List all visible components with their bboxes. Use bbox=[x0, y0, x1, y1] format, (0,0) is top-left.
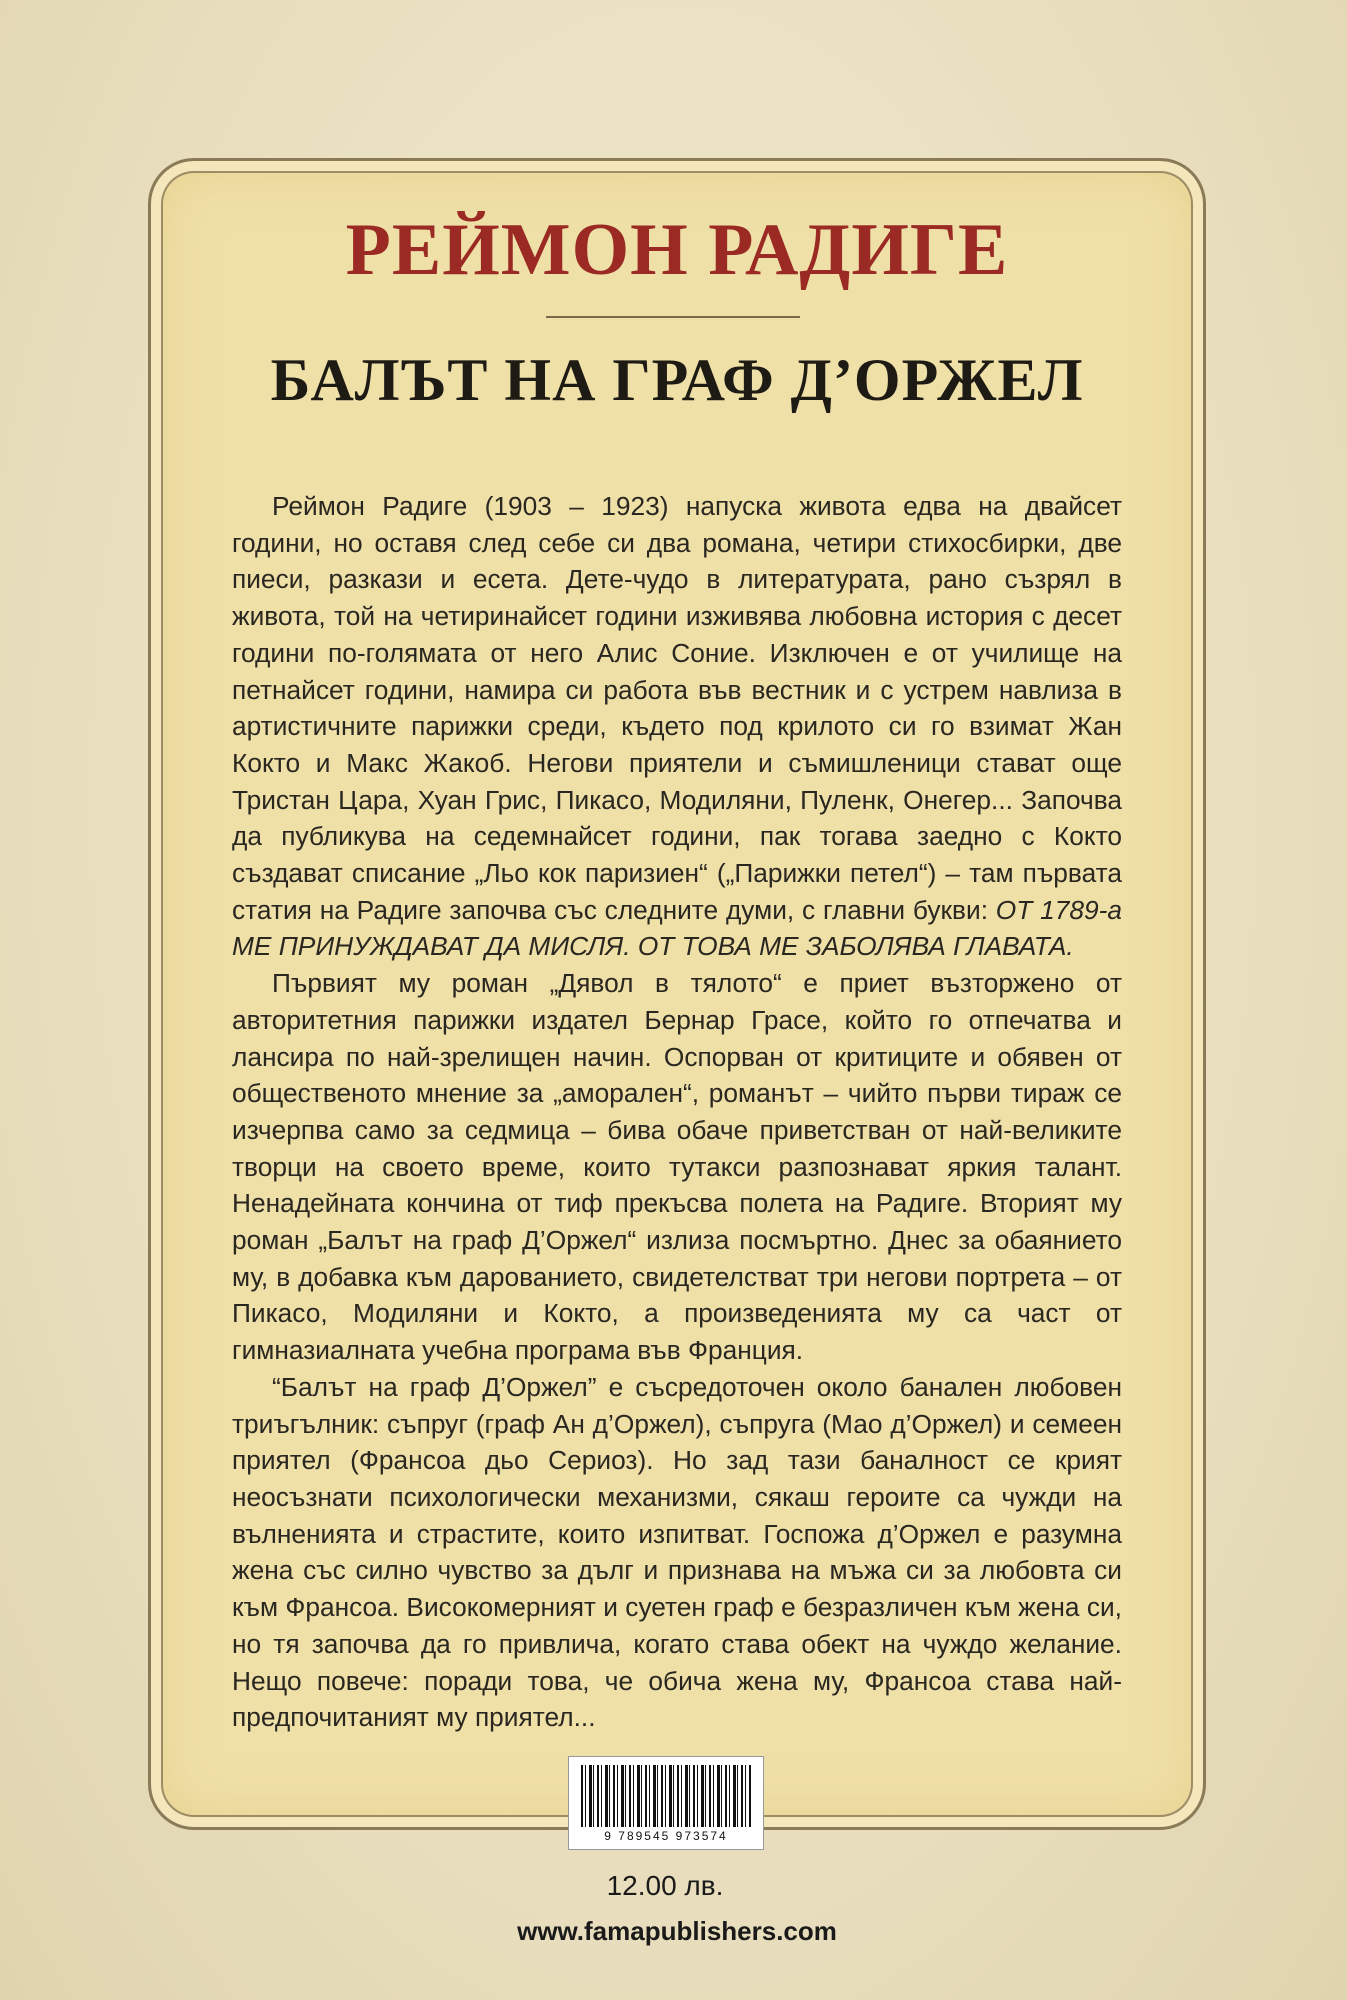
blurb bbox=[232, 488, 1122, 1736]
blurb-paragraph-1-text: Реймон Радиге (1903 – 1923) напуска живота едва на двайсет години, но оставя след себе си два романа, четири стихосбирки, две пиеси, разкази и есета. Дете-чудо в литературата, рано съзрял в живота, той на четиринайсет години изживява любовна история с десет години по-голямата от него Алис Соние. Изключен е от училище на петнайсет години, намира си работа във вестник и с устрем навлиза в артистичните парижки среди, където под крилото си го взимат Жан Кокто и Макс Жакоб. Негови приятели и съмишленици стават още Тристан Цара, Хуан Грис, Пикасо, Модиляни, Пуленк, Онегер... Започва да публикува на седемнайсет години, пак тогава заедно с Кокто създават списание „Льо кок паризиен“ („Парижки петел“) – там първата статия на Радиге започва със следните думи, с главни букви: bbox=[232, 491, 1122, 925]
blurb-paragraph-3: “Балът на граф Д’Оржел” е съсредоточен около банален любовен триъгълник: съпруг (граф Ан д’Оржел), съпруга (Мао д’Оржел) и семеен приятел (Франсоа дьо Сериоз). Но зад тази баналност се крият неосъзнати психологически механизми, сякаш героите са чужди на вълненията и страстите, които изпитват. Госпожа д’Оржел е разумна жена със силно чувство за дълг и признава на мъжа си за любовта си към Франсоа. Високомерният и суетен граф е безразличен към жена си, но тя започва да го привлича, когато става обект на чуждо желание. Нещо повече: поради това, че обича жена му, Франсоа става най-предпочитаният му приятел... bbox=[232, 1371, 1122, 1733]
barcode bbox=[568, 1756, 764, 1850]
isbn-number: 9 789545 973574 bbox=[604, 1829, 728, 1843]
title-divider bbox=[546, 316, 800, 318]
author-name: РЕЙМОН РАДИГЕ bbox=[345, 209, 1009, 291]
publisher-website: www.famapublishers.com bbox=[517, 1916, 837, 1946]
book-title: БАЛЪТ НА ГРАФ Д’ОРЖЕЛ bbox=[270, 347, 1084, 413]
blurb-quote: ОТ 1789-а МЕ ПРИНУЖДАВАТ ДА МИСЛЯ. ОТ ТОВА МЕ ЗАБОЛЯВА ГЛАВАТА. bbox=[232, 894, 1122, 962]
barcode-bars bbox=[581, 1765, 751, 1827]
blurb-paragraph-2: Първият му роман „Дявол в тялото“ е приет възторжено от авторитетния парижки издател Бернар Грасе, който го отпечатва и лансира по най-зрелищен начин. Оспорван от критиците и обявен от общественото мнение за „аморален“, романът – чийто първи тираж се изчерпва само за седмица – бива обаче приветстван от най-великите творци на своето време, които тутакси разпознават яркия талант. Ненадейната кончина от тиф прекъсва полета на Радиге. Вторият му роман „Балът на граф Д’Оржел“ излиза посмъртно. Днес за обаянието му, в добавка към дарованието, свидетелстват три негови портрета – от Пикасо, Модиляни и Кокто, а произведенията му са част от гимназиалната учебна програма във Франция. bbox=[232, 968, 1122, 1366]
blurb-paragraph-1 bbox=[232, 488, 1122, 965]
price-label: 12.00 лв. bbox=[606, 1870, 724, 1901]
